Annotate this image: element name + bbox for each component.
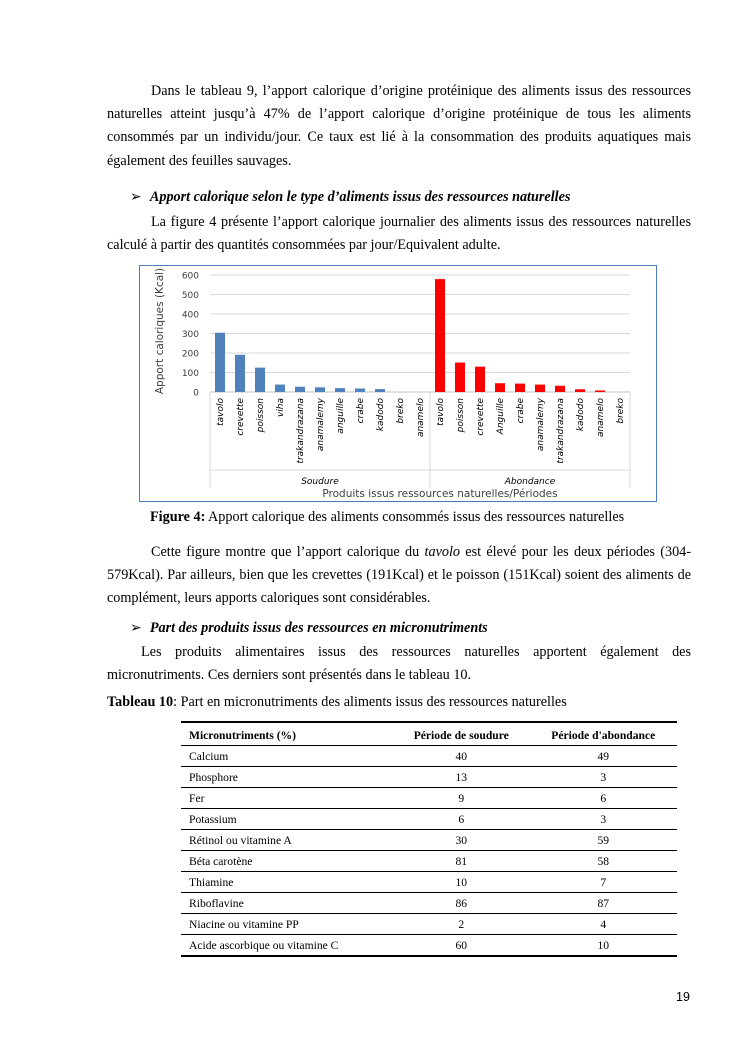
- cell-micronutrient: Béta carotène: [181, 851, 393, 872]
- section-heading-text: Part des produits issus des ressources en micronutriments: [149, 620, 488, 636]
- x-category-label: anamelo: [416, 398, 426, 438]
- bar-soudure-anamalemy: [315, 387, 325, 392]
- x-category-label: kadodo: [576, 398, 586, 432]
- table-row: [181, 935, 677, 957]
- cell-soudure: 6: [393, 809, 530, 830]
- bar-soudure-anguille: [335, 388, 345, 392]
- x-category-label: anguille: [336, 398, 346, 434]
- paragraph-figure-analysis: [107, 541, 691, 611]
- table-row: [181, 914, 677, 935]
- page-number: 19: [676, 990, 690, 1004]
- cell-micronutrient: Phosphore: [181, 767, 393, 788]
- y-tick-label: 400: [181, 310, 199, 321]
- x-category-label: breko: [396, 398, 406, 424]
- x-category-label: trakandrazana: [296, 398, 306, 464]
- bar-abondance-kadodo: [575, 389, 585, 392]
- bar-abondance-trakandrazana: [555, 386, 565, 392]
- table-caption-text: : Part en micronutriments des aliments issus des ressources naturelles: [173, 694, 567, 710]
- y-tick-label: 100: [181, 369, 199, 379]
- cell-abondance: 3: [530, 809, 677, 830]
- table-row: [181, 893, 677, 914]
- micronutrients-table: [181, 721, 677, 957]
- cell-micronutrient: Riboflavine: [181, 893, 393, 914]
- x-category-label: crevette: [236, 398, 246, 436]
- cell-abondance: 58: [530, 851, 677, 872]
- bar-soudure-kadodo: [375, 389, 385, 392]
- cell-soudure: 9: [393, 788, 530, 809]
- y-axis-label: Apport caloriques (Kcal): [154, 267, 166, 395]
- x-category-labels: [216, 397, 626, 463]
- bar-soudure-poisson: [255, 368, 265, 392]
- y-tick-label: 300: [181, 330, 199, 340]
- cell-soudure: 86: [393, 893, 530, 914]
- cell-soudure: 60: [393, 935, 530, 957]
- x-category-label: anamelo: [596, 398, 606, 438]
- y-tick-label: 0: [193, 388, 199, 399]
- group-labels: [301, 477, 555, 487]
- x-category-label: anamalemy: [536, 398, 546, 452]
- grid-lines: [210, 275, 630, 488]
- bar-soudure-tavolo: [215, 333, 225, 392]
- x-category-label: tavolo: [436, 398, 446, 426]
- bar-abondance-tavolo: [435, 279, 445, 392]
- cell-micronutrient: Potassium: [181, 809, 393, 830]
- y-tick-label: 500: [181, 291, 199, 301]
- table-row: [181, 809, 677, 830]
- x-axis-label: Produits issus ressources naturelles/Périodes: [322, 488, 558, 500]
- section-heading-micronutrients: [130, 620, 488, 637]
- figure-4-chart: [139, 265, 657, 502]
- cell-abondance: 4: [530, 914, 677, 935]
- cell-soudure: 30: [393, 830, 530, 851]
- bar-series: [215, 279, 605, 392]
- y-tick-labels: [182, 272, 199, 399]
- x-category-label: crevette: [476, 398, 486, 436]
- table-row: [181, 788, 677, 809]
- x-category-label: crabe: [516, 398, 526, 424]
- table-row: [181, 851, 677, 872]
- x-category-label: viha: [276, 398, 286, 418]
- x-category-label: breko: [616, 398, 626, 424]
- bar-soudure-viha: [275, 385, 285, 392]
- bar-abondance-crevette: [475, 367, 485, 392]
- table-caption: [107, 694, 567, 711]
- y-tick-label: 200: [181, 349, 199, 360]
- table-row: [181, 830, 677, 851]
- cell-micronutrient: Rétinol ou vitamine A: [181, 830, 393, 851]
- arrow-bullet-icon: ➢: [130, 189, 142, 205]
- paragraph-figure-intro: La figure 4 présente l’apport calorique journalier des aliments issus des ressources naturelles calculé à partir des quantités consommées par jour/Equivalent adulte.: [107, 214, 691, 254]
- x-category-label: trakandrazana: [556, 398, 566, 464]
- cell-abondance: 7: [530, 872, 677, 893]
- x-category-label: kadodo: [376, 398, 386, 432]
- analysis-italic-term: tavolo: [424, 544, 460, 560]
- section-heading-calorie: [130, 189, 570, 206]
- bar-abondance-poisson: [455, 363, 465, 392]
- cell-abondance: 59: [530, 830, 677, 851]
- table-header-row: [181, 722, 677, 746]
- table-row: [181, 872, 677, 893]
- arrow-bullet-icon: ➢: [130, 620, 142, 636]
- x-category-label: crabe: [356, 398, 366, 424]
- figure-caption: [150, 509, 624, 526]
- y-tick-label: 600: [181, 271, 199, 282]
- table-row: [181, 767, 677, 788]
- x-category-label: poisson: [256, 398, 266, 433]
- cell-micronutrient: Fer: [181, 788, 393, 809]
- group-label-soudure: Soudure: [301, 477, 339, 487]
- analysis-text-start: Cette figure montre que l’apport calorique du: [151, 544, 425, 560]
- section-heading-text: Apport calorique selon le type d’aliments issus des ressources naturelles: [149, 189, 571, 205]
- bar-abondance-anamelo: [595, 390, 605, 392]
- x-category-label: anamalemy: [316, 398, 326, 452]
- cell-abondance: 49: [530, 746, 677, 767]
- x-category-label: tavolo: [216, 398, 226, 426]
- figure-caption-text: Apport calorique des aliments consommés issus des ressources naturelles: [205, 509, 625, 525]
- x-category-label: poisson: [456, 398, 466, 433]
- cell-soudure: 81: [393, 851, 530, 872]
- paragraph-intro: Dans le tableau 9, l’apport calorique d’origine protéinique des aliments issus des ressources naturelles atteint jusqu’à 47% de l’apport calorique d’origine protéinique de tous les aliments consommés par un individu/jour. Ce taux est lié à la consommation des produits aquatiques mais également des feuilles sauvages.: [107, 83, 691, 169]
- cell-micronutrient: Calcium: [181, 746, 393, 767]
- bar-soudure-crabe: [355, 388, 365, 392]
- bar-soudure-crevette: [235, 355, 245, 392]
- cell-soudure: 2: [393, 914, 530, 935]
- cell-soudure: 10: [393, 872, 530, 893]
- cell-micronutrient: Niacine ou vitamine PP: [181, 914, 393, 935]
- cell-abondance: 3: [530, 767, 677, 788]
- header-soudure: Période de soudure: [393, 722, 530, 746]
- cell-abondance: 87: [530, 893, 677, 914]
- cell-micronutrient: Thiamine: [181, 872, 393, 893]
- table-caption-label: Tableau 10: [107, 694, 174, 710]
- bar-abondance-crabe: [515, 384, 525, 392]
- chart-canvas: [140, 266, 656, 501]
- bar-abondance-anguille: [495, 383, 505, 392]
- cell-soudure: 40: [393, 746, 530, 767]
- figure-caption-label: Figure 4:: [150, 509, 206, 525]
- cell-abondance: 10: [530, 935, 677, 957]
- bar-soudure-trakandrazana: [295, 387, 305, 392]
- cell-micronutrient: Acide ascorbique ou vitamine C: [181, 935, 393, 957]
- cell-abondance: 6: [530, 788, 677, 809]
- header-micronutrients: Micronutriments (%): [181, 722, 393, 746]
- bar-abondance-anamalemy: [535, 385, 545, 392]
- analysis-text-end: est élevé pour les deux périodes (304-579Kcal). Par ailleurs, bien que les crevettes (191Kcal) et le poisson (151Kcal) soient des aliments de complément, leurs apports caloriques sont considérables.: [107, 544, 691, 607]
- header-abondance: Période d'abondance: [530, 722, 677, 746]
- table-row: [181, 746, 677, 767]
- group-label-abondance: Abondance: [504, 477, 556, 487]
- paragraph-micronutrients: Les produits alimentaires issus des ressources naturelles apportent également des micronutriments. Ces derniers sont présentés dans le tableau 10.: [107, 644, 691, 684]
- x-category-label: Anguille: [496, 398, 506, 435]
- cell-soudure: 13: [393, 767, 530, 788]
